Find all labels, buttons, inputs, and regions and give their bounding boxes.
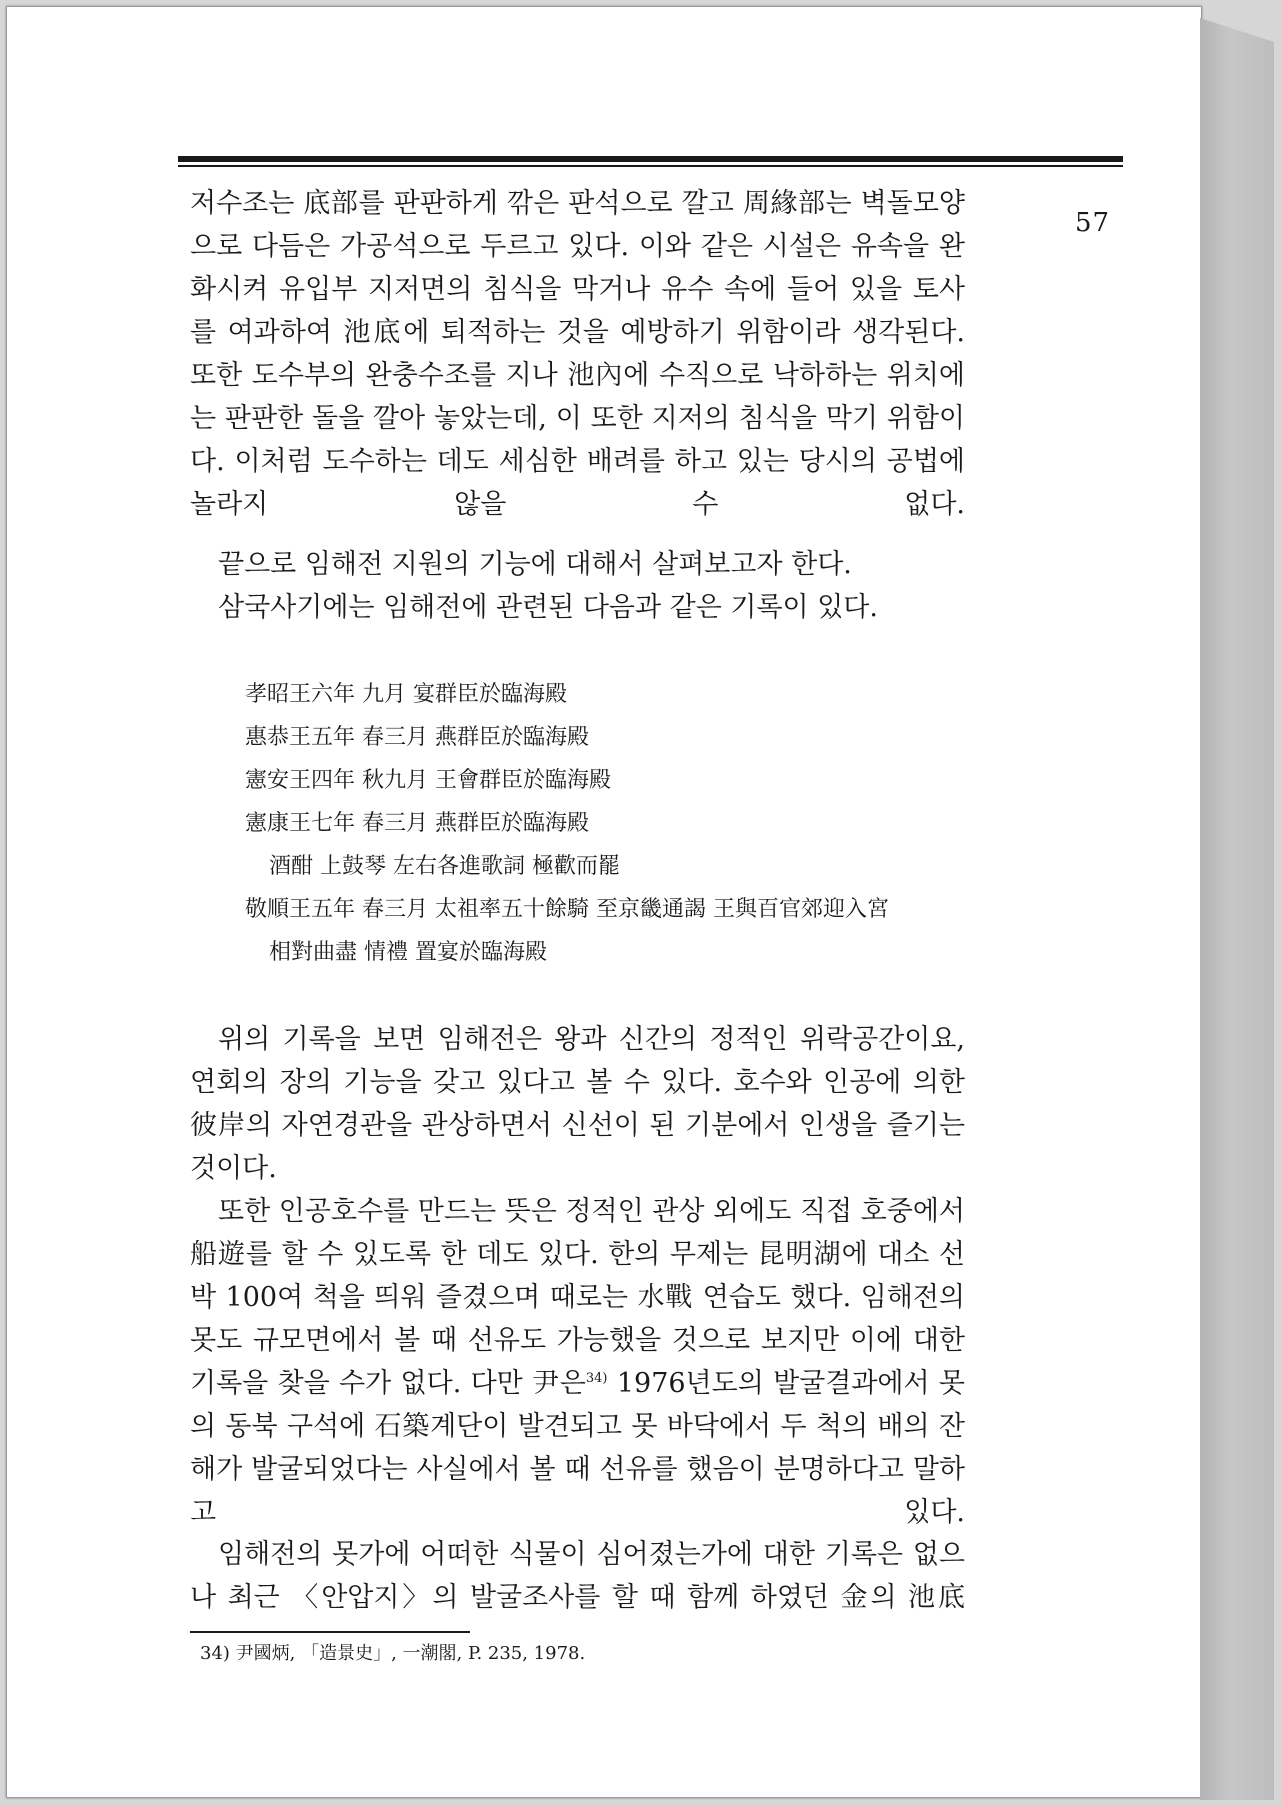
quotation-block bbox=[245, 673, 889, 974]
paragraph-boating-text-cont: 1976년도의 발굴결과에서 못의 동북 구석에 石築계단이 발견되고 못 바닥에서 두 척의 배의 잔해가 발굴되었다는 사실에서 볼 때 선유를 했음이 분명하다고 말하고 있다. bbox=[190, 1368, 965, 1528]
header-rule-thick bbox=[178, 156, 1123, 162]
paragraph-pleasure-space: 위의 기록을 보면 임해전은 왕과 신간의 정적인 위락공간이요, 연회의 장의 기능을 갖고 있다고 볼 수 있다. 호수와 인공에 의한 彼岸의 자연경관을 관상하면서 신선이 된 기분에서 인생을 즐기는 것이다. bbox=[190, 1024, 965, 1184]
paragraph-boating bbox=[190, 1190, 965, 1534]
quotation-line: 憲康王七年 春三月 燕群臣於臨海殿 bbox=[245, 811, 589, 836]
footnote: 34) 尹國炳, 「造景史」, 一潮閣, P. 235, 1978. bbox=[200, 1643, 586, 1664]
paragraph-samguk-sagi: 삼국사기에는 임해전에 관련된 다음과 같은 기록이 있다. bbox=[218, 592, 878, 623]
paragraph-function-intro: 끝으로 임해전 지원의 기능에 대해서 살펴보고자 한다. bbox=[218, 549, 852, 580]
paragraph-boating-text: 또한 인공호수를 만드는 뜻은 정적인 관상 외에도 직접 호중에서 船遊를 할 수 있도록 한 데도 있다. 한의 무제는 昆明湖에 대소 선박 100여 척을 띄워 즐겼으며 때로는 水戰 연습도 했다. 임해전의 못도 규모면에서 볼 때 선유도 가능했을 것으로 보지만 이에 대한 기록을 찾을 수가 없다. 다만 尹은 bbox=[190, 1196, 965, 1399]
page-stack-edge bbox=[1200, 18, 1274, 1800]
page-number: 57 bbox=[1075, 208, 1111, 238]
paragraph-reservoir: 저수조는 底部를 판판하게 깎은 판석으로 깔고 周緣部는 벽돌모양으로 다듬은 가공석으로 두르고 있다. 이와 같은 시설은 유속을 완화시켜 유입부 지저면의 침식을 막거나 유수 속에 들어 있을 토사를 여과하여 池底에 퇴적하는 것을 예방하기 위함이라 생각된다. 또한 도수부의 완충수조를 지나 池內에 수직으로 낙하하는 위치에는 판판한 돌을 깔아 놓았는데, 이 또한 지저의 침식을 막기 위함이다. 이처럼 도수하는 데도 세심한 배려를 하고 있는 당시의 공법에 놀라지 않을 수 없다. bbox=[190, 188, 965, 520]
quotation-line: 相對曲盡 情禮 置宴於臨海殿 bbox=[269, 940, 547, 965]
quotation-line: 孝昭王六年 九月 宴群臣於臨海殿 bbox=[245, 682, 567, 707]
footnote-reference: 34) bbox=[585, 1371, 608, 1386]
quotation-line: 惠恭王五年 春三月 燕群臣於臨海殿 bbox=[245, 725, 589, 750]
footnote-rule bbox=[190, 1631, 470, 1633]
header-rule-thin bbox=[178, 165, 1123, 167]
paragraph-plants: 임해전의 못가에 어떠한 식물이 심어졌는가에 대한 기록은 없으나 최근 〈안압지〉의 발굴조사를 할 때 함께 하였던 金의 池底 bbox=[190, 1539, 965, 1613]
quotation-line: 敬順王五年 春三月 太祖率五十餘騎 至京畿通謁 王與百官郊迎入宮 bbox=[245, 897, 889, 922]
quotation-line: 憲安王四年 秋九月 王會群臣於臨海殿 bbox=[245, 768, 611, 793]
quotation-line: 酒酣 上鼓琴 左右各進歌詞 極歡而罷 bbox=[269, 854, 620, 879]
